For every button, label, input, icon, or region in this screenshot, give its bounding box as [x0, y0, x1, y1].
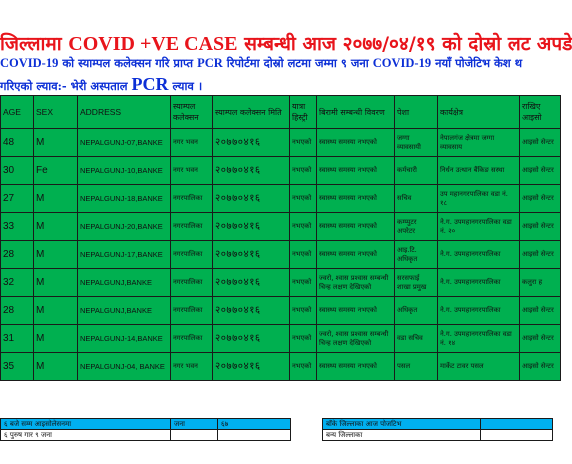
case-occupation: अधिकृत: [395, 297, 438, 325]
case-collection-site: नगर भवन: [171, 129, 213, 157]
table-header-row: [1, 96, 561, 129]
case-age: 28: [1, 241, 34, 269]
case-travel-history: नभएको: [290, 157, 317, 185]
banke-positive-label: बाँके जिल्लाका आज पोजटिभ: [323, 419, 481, 430]
page-title: जिल्लामा COVID +VE CASE सम्बन्धी आज २०७७/०४/१९ को दोस्रो लट अपडे: [0, 33, 572, 55]
case-sex: M: [34, 185, 78, 213]
case-occupation: कम्प्युटर अपरेटर: [395, 213, 438, 241]
case-sex: M: [34, 213, 78, 241]
case-occupation: सचिव: [395, 185, 438, 213]
case-address: NEPALGUNJ,BANKE: [78, 297, 171, 325]
case-occupation: आइ.टि. अधिकृत: [395, 241, 438, 269]
case-workplace: ने.ग. उपमहानगरपालिका: [438, 241, 520, 269]
case-workplace: ने.ग. उपमहानगरपालिका वडा नं. १४: [438, 325, 520, 353]
header-occupation: पेशा: [395, 96, 438, 129]
case-age: 35: [1, 353, 34, 381]
cases-table: [0, 95, 561, 381]
case-address: NEPALGUNJ-17,BANKE: [78, 241, 171, 269]
header-patient-details: बिरामी सम्बन्धी विवरण: [317, 96, 395, 129]
table-row: [1, 213, 561, 241]
header-age: AGE: [1, 96, 34, 129]
header-sex: SEX: [34, 96, 78, 129]
case-collection-date: २०७७०४१६: [213, 241, 290, 269]
case-workplace: ने.ग. उपमहानगरपालिका: [438, 297, 520, 325]
case-isolation: आइसो सेन्टर: [520, 213, 561, 241]
case-sex: Fe: [34, 157, 78, 185]
summary-right-table: [322, 418, 553, 441]
case-occupation: कर्मचारी: [395, 157, 438, 185]
case-occupation: सरसफाई शाखा प्रमुख: [395, 269, 438, 297]
case-travel-history: नभएको: [290, 185, 317, 213]
isolation-count-label: ६ बजे सम्म आइसोलेसनमा: [1, 419, 171, 430]
table-row: [1, 185, 561, 213]
case-isolation: आइसो सेन्टर: [520, 129, 561, 157]
case-isolation: आइसो सेन्टर: [520, 325, 561, 353]
case-age: 48: [1, 129, 34, 157]
header-travel-history: यात्रा हिस्ट्री: [290, 96, 317, 129]
case-address: NEPALGUNJ-14,BANKE: [78, 325, 171, 353]
case-sex: M: [34, 353, 78, 381]
case-isolation: कलुरा ह: [520, 269, 561, 297]
case-isolation: आइसो सेन्टर: [520, 241, 561, 269]
case-collection-date: २०७७०४१६: [213, 213, 290, 241]
case-age: 31: [1, 325, 34, 353]
header-address: ADDRESS: [78, 96, 171, 129]
case-travel-history: नभएको: [290, 241, 317, 269]
case-address: NEPALGUNJ-07,BANKE: [78, 129, 171, 157]
case-isolation: आइसो सेन्टर: [520, 297, 561, 325]
summary-right-row: [323, 419, 553, 430]
case-age: 33: [1, 213, 34, 241]
case-address: NEPALGUNJ-20,BANKE: [78, 213, 171, 241]
case-occupation: वडा सचिव: [395, 325, 438, 353]
case-collection-date: २०७७०४१६: [213, 185, 290, 213]
case-address: NEPALGUNJ,BANKE: [78, 269, 171, 297]
case-patient-details: स्वास्थ्य समस्या नभएको: [317, 353, 395, 381]
case-address: NEPALGUNJ-18,BANKE: [78, 185, 171, 213]
header-isolation: राखिए आइसो: [520, 96, 561, 129]
case-age: 32: [1, 269, 34, 297]
case-collection-date: २०७७०४१६: [213, 157, 290, 185]
case-workplace: ने.ग. उपमहानगरपालिका: [438, 269, 520, 297]
case-patient-details: स्वास्थ्य समस्या नभएको: [317, 297, 395, 325]
case-sex: M: [34, 241, 78, 269]
summary-left-table: [0, 418, 291, 441]
header-collection-date: स्याम्पल कलेक्सन मिति: [213, 96, 290, 129]
case-workplace: नेपालगंज क्षेत्रमा जग्गा व्यावसाय: [438, 129, 520, 157]
other-district-label: बन्य जिल्लाका: [323, 430, 481, 441]
case-collection-date: २०७७०४१६: [213, 297, 290, 325]
case-sex: M: [34, 269, 78, 297]
case-collection-site: नगर भवन: [171, 157, 213, 185]
case-collection-date: २०७७०४१६: [213, 353, 290, 381]
summary-right-row: [323, 430, 553, 441]
table-row: [1, 157, 561, 185]
table-row: [1, 241, 561, 269]
case-workplace: उप महानगरपालिका वडा नं. १८: [438, 185, 520, 213]
case-patient-details: स्वास्थ्य समस्या नभएको: [317, 185, 395, 213]
table-row: [1, 269, 561, 297]
case-travel-history: नभएको: [290, 325, 317, 353]
case-travel-history: नभएको: [290, 213, 317, 241]
lab-subtitle: गरिएको ल्याव:- भेरी अस्पताल PCR ल्याव ।: [0, 74, 203, 94]
case-travel-history: नभएको: [290, 269, 317, 297]
case-patient-details: स्वास्थ्य समस्या नभएको: [317, 213, 395, 241]
isolation-count-unit: जना: [171, 419, 218, 430]
header-sample-collection: स्याम्पल कलेक्सन: [171, 96, 213, 129]
case-travel-history: नभएको: [290, 353, 317, 381]
case-patient-details: ज्वरो, श्वास प्रश्वास सम्बन्धी चिन्ह लक्षण देखिएको: [317, 325, 395, 353]
case-occupation: पसल: [395, 353, 438, 381]
table-row: [1, 353, 561, 381]
header-workplace: कार्यक्षेत्र: [438, 96, 520, 129]
isolation-count-value: ६७: [218, 419, 291, 430]
case-collection-date: २०७७०४१६: [213, 325, 290, 353]
case-collection-site: नगरपालिका: [171, 185, 213, 213]
table-row: [1, 129, 561, 157]
case-workplace: मार्केट टावर पसल: [438, 353, 520, 381]
case-age: 27: [1, 185, 34, 213]
case-age: 30: [1, 157, 34, 185]
case-sex: M: [34, 297, 78, 325]
case-sex: M: [34, 325, 78, 353]
case-workplace: ने.ग. उपमहानगरपालिका वडा नं. २०: [438, 213, 520, 241]
case-address: NEPALGUNJ-10,BANKE: [78, 157, 171, 185]
case-collection-site: नगरपालिका: [171, 325, 213, 353]
case-occupation: जग्गा व्यावसायी: [395, 129, 438, 157]
table-row: [1, 325, 561, 353]
case-collection-date: २०७७०४१६: [213, 129, 290, 157]
case-age: 28: [1, 297, 34, 325]
gender-breakdown-label: ६ पुरुष गार ९ जना: [1, 430, 171, 441]
case-travel-history: नभएको: [290, 129, 317, 157]
case-isolation: आइसो सेन्टर: [520, 353, 561, 381]
case-collection-site: नगरपालिका: [171, 241, 213, 269]
case-collection-site: नगर भवन: [171, 353, 213, 381]
case-collection-site: नगरपालिका: [171, 269, 213, 297]
case-workplace: निर्धन उत्थान बैंकिङ सस्था: [438, 157, 520, 185]
case-patient-details: ज्वरो, श्वास प्रश्वास सम्बन्धी चिन्ह लक्षण देखिएको: [317, 269, 395, 297]
report-subtitle: COVID-19 को स्याम्पल कलेक्सन गरि प्राप्त PCR रिपोर्टमा दोस्रो लटमा जम्मा ९ जना COVID-19 नयाँ पोजेटिभ केश थ: [0, 56, 523, 70]
case-patient-details: स्वास्थ्य समस्या नभएको: [317, 241, 395, 269]
summary-left-row: [1, 430, 291, 441]
table-row: [1, 297, 561, 325]
case-collection-date: २०७७०४१६: [213, 269, 290, 297]
case-sex: M: [34, 129, 78, 157]
case-patient-details: स्वास्थ्य समस्या नभएको: [317, 129, 395, 157]
case-isolation: आइसो सेन्टर: [520, 157, 561, 185]
case-address: NEPALGUNJ-04, BANKE: [78, 353, 171, 381]
case-isolation: आइसो सेन्टर: [520, 185, 561, 213]
case-travel-history: नभएको: [290, 297, 317, 325]
summary-left-row: [1, 419, 291, 430]
case-patient-details: स्वास्थ्य समस्या नभएको: [317, 157, 395, 185]
case-collection-site: नगरपालिका: [171, 297, 213, 325]
case-collection-site: नगरपालिका: [171, 213, 213, 241]
